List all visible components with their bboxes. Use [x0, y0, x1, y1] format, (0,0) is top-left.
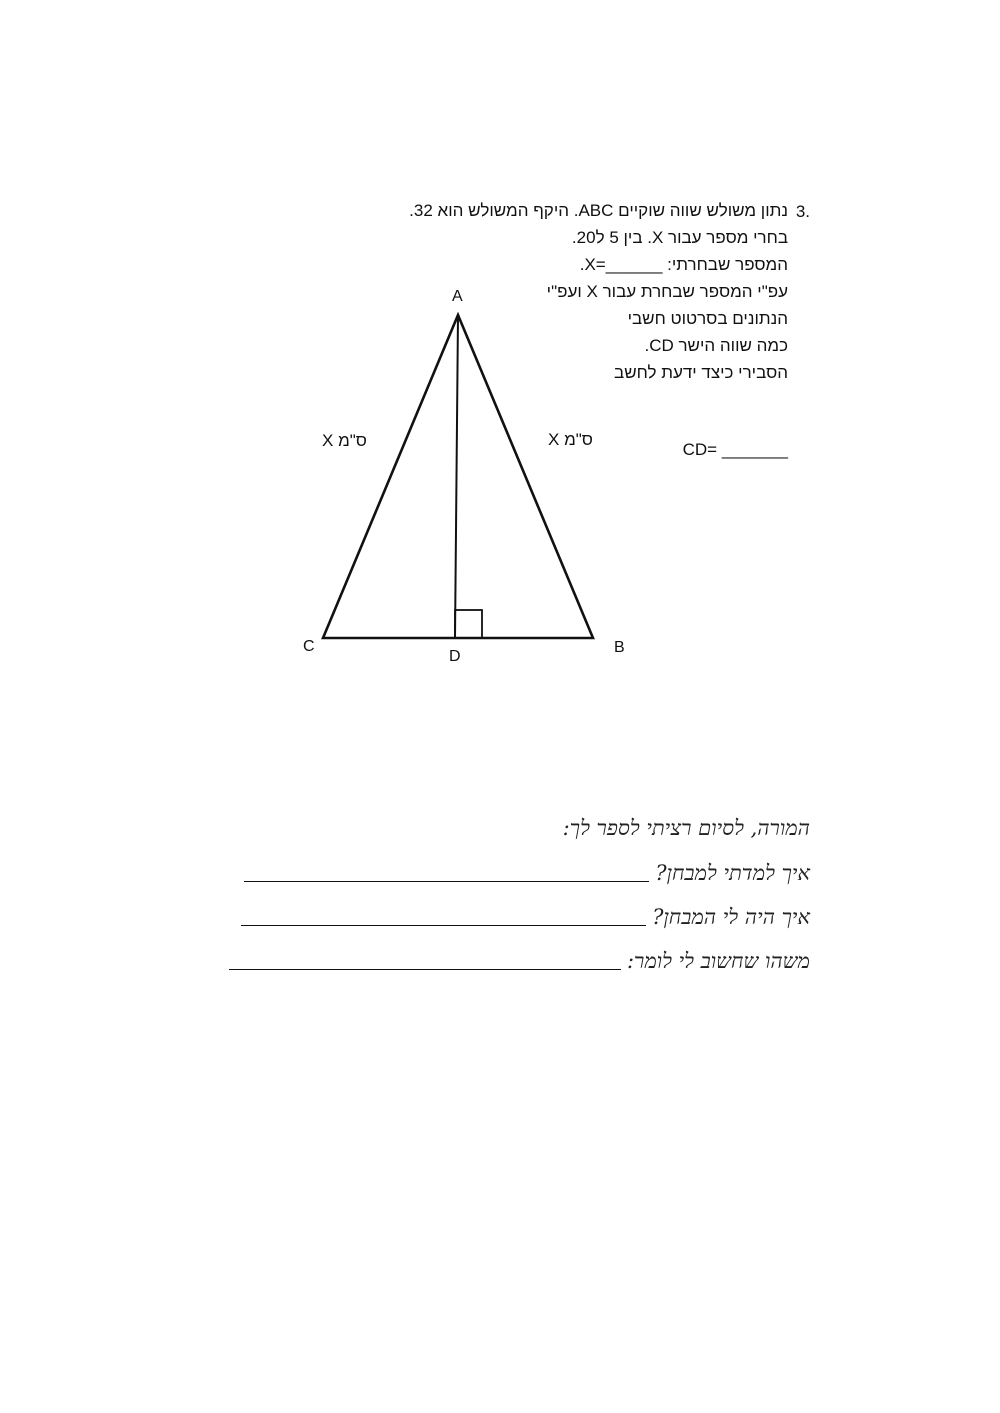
- reflection-title: המורה, לסיום רציתי לספר לך:: [562, 816, 810, 840]
- question-line-5: הנתונים בסרטוט חשבי: [627, 309, 788, 328]
- side-label-ac: X ס"מ: [322, 431, 367, 450]
- question-line-1: נתון משולש שווה שוקיים ABC. היקף המשולש הוא 32.: [409, 201, 788, 220]
- reflection-prompt-3: [229, 949, 810, 974]
- reflection-prompt-2-text: איך היה לי המבחן?: [652, 905, 810, 929]
- cd-answer-line: CD= _______: [682, 440, 788, 459]
- side-label-ab: X ס"מ: [548, 430, 593, 449]
- question-number: 3.: [795, 202, 810, 221]
- altitude-ad: [455, 315, 458, 638]
- reflection-prompt-3-text: משהו שחשוב לי לומר:: [626, 949, 810, 973]
- answer-blank-3[interactable]: [229, 968, 621, 970]
- question-line-3: המספר שבחרתי: ______=X.: [579, 255, 788, 274]
- answer-blank-2[interactable]: [241, 924, 646, 926]
- answer-blank-1[interactable]: [244, 880, 649, 882]
- question-line-6: כמה שווה הישר CD.: [644, 336, 788, 355]
- reflection-prompt-1-text: איך למדתי למבחן?: [655, 861, 810, 885]
- vertex-label-a: A: [452, 288, 463, 305]
- question-line-2: בחרי מספר עבור X. בין 5 ל20.: [571, 228, 788, 247]
- question-line-7: הסבירי כיצד ידעת לחשב: [614, 363, 788, 382]
- reflection-prompt-1: [244, 861, 810, 886]
- question-line-4: עפ"י המספר שבחרת עבור X ועפ"י: [546, 282, 788, 301]
- vertex-label-d: D: [449, 648, 461, 665]
- right-angle-mark: [455, 610, 482, 638]
- reflection-prompt-2: [241, 905, 810, 930]
- vertex-label-b: B: [614, 639, 625, 656]
- vertex-label-c: C: [303, 638, 315, 655]
